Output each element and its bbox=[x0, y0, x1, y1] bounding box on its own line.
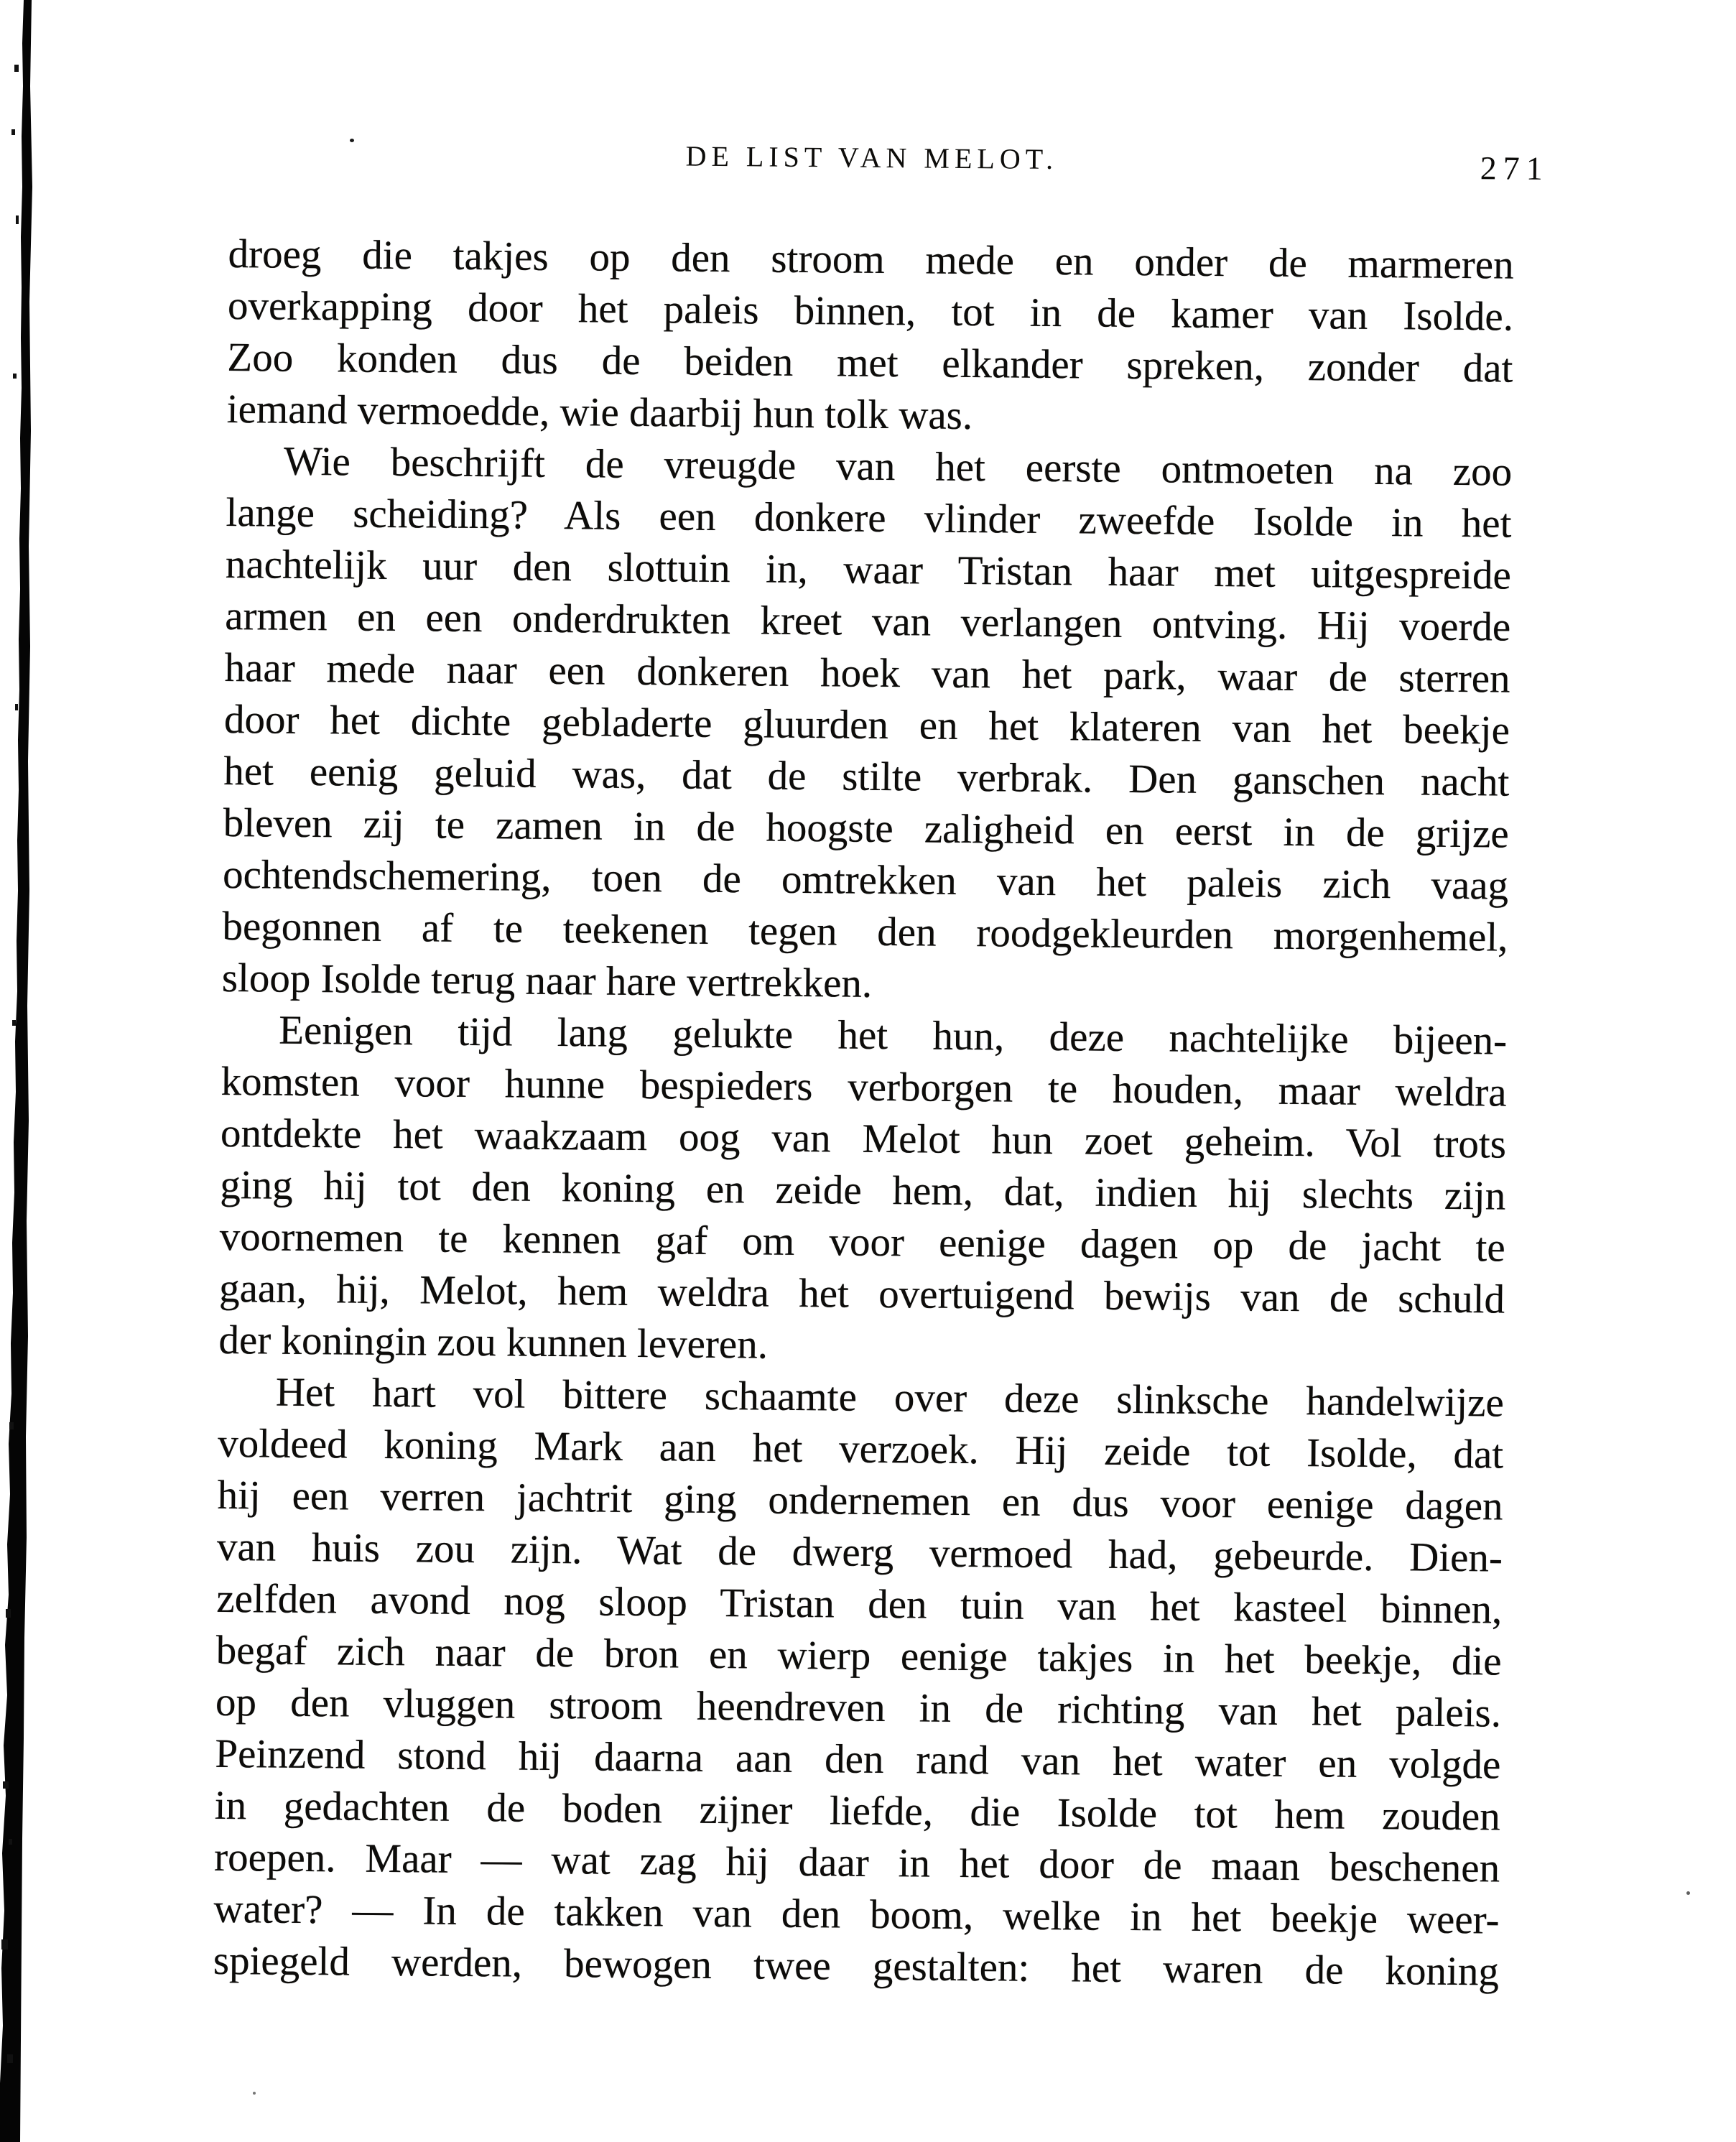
text-line: armen en een onderdrukten kreet van verlangen ontving. Hij voerde bbox=[225, 593, 1511, 650]
text-line: ging hij tot den koning en zeide hem, dat, indien hij slechts zijn bbox=[220, 1162, 1506, 1219]
text-line: Het hart vol bittere schaamte over deze slinksche handelwijze bbox=[275, 1369, 1505, 1426]
text-line: der koningin zou kunnen leveren. bbox=[218, 1317, 769, 1368]
text-line: op den vluggen stroom heendreven in de richting van het paleis. bbox=[215, 1679, 1502, 1736]
text-line: ochtendschemering, toen de omtrekken van het paleis zich vaag bbox=[222, 851, 1509, 909]
body-text bbox=[213, 228, 1514, 1998]
text-line: begonnen af te teekenen tegen den roodgekleurden morgenhemel, bbox=[222, 903, 1508, 960]
text-line: het eenig geluid was, dat de stilte verbrak. Den ganschen nacht bbox=[223, 748, 1510, 805]
text-line: overkapping door het paleis binnen, tot in de kamer van Isolde. bbox=[227, 282, 1514, 340]
text-line: nachtelijk uur den slottuin in, waar Tristan haar met uitgespreide bbox=[225, 541, 1512, 598]
text-line: water? — In de takken van den boom, welke in het beekje weer- bbox=[213, 1886, 1500, 1943]
page-number: 271 bbox=[1480, 149, 1550, 187]
text-line: van huis zou zijn. Wat de dwerg vermoed had, gebeurde. Dien- bbox=[216, 1524, 1503, 1581]
text-line: iemand vermoedde, wie daarbij hun tolk was. bbox=[226, 386, 973, 439]
text-line: sloop Isolde terug naar hare vertrekken. bbox=[221, 955, 873, 1006]
text-line: Zoo konden dus de beiden met elkander spreken, zonder dat bbox=[227, 334, 1513, 391]
text-line: gaan, hij, Melot, hem weldra het overtuigend bewijs van de schuld bbox=[218, 1265, 1505, 1322]
running-header-title: DE LIST VAN MELOT. bbox=[685, 139, 1059, 176]
text-line: hij een verren jachtrit ging ondernemen en dus voor eenige dagen bbox=[217, 1472, 1503, 1529]
text-line: Peinzend stond hij daarna aan den rand van het water en volgde bbox=[215, 1730, 1501, 1788]
text-line: voldeed koning Mark aan het verzoek. Hij zeide tot Isolde, dat bbox=[217, 1420, 1504, 1478]
text-line: lange scheiding? Als een donkere vlinder zweefde Isolde in het bbox=[226, 489, 1512, 547]
text-line: bleven zij te zamen in de hoogste zaligheid en eerst in de grijze bbox=[223, 799, 1509, 857]
ink-speck bbox=[253, 2092, 256, 2095]
running-header bbox=[229, 135, 1550, 197]
page-content bbox=[213, 139, 1550, 1998]
text-line: door het dichte gebladerte gluurden en het klateren van het beekje bbox=[223, 696, 1510, 754]
text-line: zelfden avond nog sloop Tristan den tuin van het kasteel binnen, bbox=[216, 1575, 1503, 1633]
text-line: Eenigen tijd lang gelukte het hun, deze nachtelijke bijeen- bbox=[278, 1007, 1508, 1064]
text-line: voornemen te kennen gaf om voor eenige dagen op de jacht te bbox=[219, 1213, 1505, 1271]
text-line: in gedachten de boden zijner liefde, die Isolde tot hem zouden bbox=[214, 1782, 1501, 1840]
text-line: begaf zich naar de bron en wierp eenige takjes in het beekje, die bbox=[215, 1627, 1502, 1684]
text-line: roepen. Maar — wat zag hij daar in het door de maan beschenen bbox=[213, 1834, 1500, 1891]
text-line: ontdekte het waakzaam oog van Melot hun zoet geheim. Vol trots bbox=[220, 1110, 1507, 1167]
text-line: spiegeld werden, bewogen twee gestalten: het waren de koning bbox=[213, 1937, 1500, 1995]
text-line: droeg die takjes op den stroom mede en onder de marmeren bbox=[228, 231, 1514, 288]
text-line: komsten voor hunne bespieders verborgen te houden, maar weldra bbox=[221, 1058, 1507, 1116]
binding-edge-artifact bbox=[0, 0, 57, 2142]
text-line: Wie beschrijft de vreugde van het eerste ontmoeten na zoo bbox=[283, 438, 1513, 495]
text-line: haar mede naar een donkeren hoek van het park, waar de sterren bbox=[224, 644, 1510, 702]
ink-speck bbox=[1686, 1891, 1690, 1895]
